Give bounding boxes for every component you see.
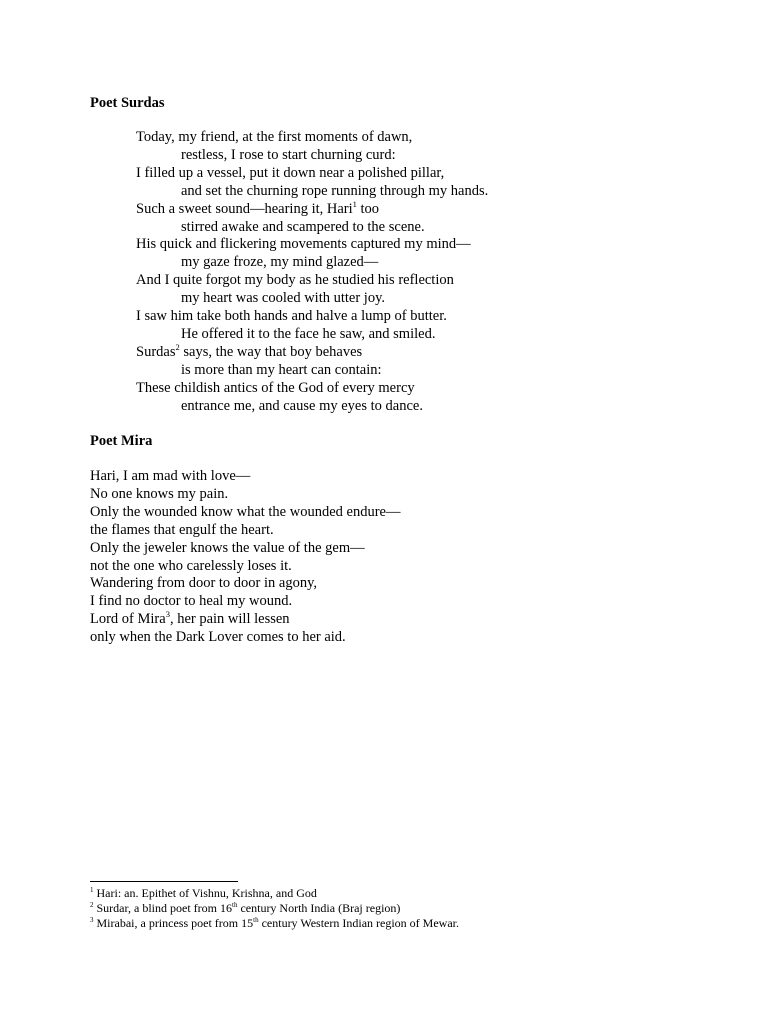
- poem-line-text: Lord of Mira: [90, 611, 166, 628]
- poem-line: Wandering from door to door in agony,: [90, 575, 318, 592]
- ordinal-suffix: th: [253, 916, 259, 924]
- footnote-text: century North India (Braj region): [237, 901, 401, 915]
- poem-line: I filled up a vessel, put it down near a polished pillar,: [136, 164, 445, 181]
- footnote-ref: 1: [352, 198, 357, 209]
- footnote-number: 3: [90, 916, 94, 924]
- poem-line: the flames that engulf the heart.: [90, 521, 274, 538]
- poem-line-text: Such a sweet sound—hearing it, Hari: [136, 200, 353, 217]
- poem-mira: [90, 468, 400, 647]
- footnote-text: century Western Indian region of Mewar.: [258, 916, 459, 930]
- footnote-ref: 2: [175, 341, 180, 352]
- poem-line-text: Surdas: [136, 343, 176, 360]
- poem-line-text: says, the way that boy behaves: [179, 343, 363, 360]
- poem-line: [136, 198, 488, 219]
- section-title-surdas: Poet Surdas: [90, 95, 165, 111]
- poem-line: not the one who carelessly loses it.: [90, 557, 292, 574]
- poem-line: only when the Dark Lover comes to her aid.: [90, 629, 346, 646]
- poem-line: Only the jeweler knows the value of the gem—: [90, 539, 365, 556]
- poem-line: He offered it to the face he saw, and smiled.: [181, 325, 436, 342]
- footnote-2: [90, 901, 459, 916]
- ordinal-suffix: th: [232, 901, 238, 909]
- footnote-number: 2: [90, 901, 94, 909]
- poem-line-text: , her pain will lessen: [169, 611, 290, 628]
- footnote-text: Hari: an. Epithet of Vishnu, Krishna, and God: [96, 886, 317, 900]
- footnote-3: [90, 916, 459, 931]
- poem-surdas: [136, 129, 488, 416]
- footnote-separator: [90, 881, 238, 882]
- footnote-number: 1: [90, 886, 94, 894]
- poem-line: [90, 611, 400, 629]
- poem-line: I saw him take both hands and halve a lump of butter.: [136, 308, 447, 325]
- poem-line: restless, I rose to start churning curd:: [181, 146, 396, 163]
- poem-line-text: too: [356, 200, 380, 217]
- section-title-mira: Poet Mira: [90, 433, 153, 449]
- footnote-text: Mirabai, a princess poet from 15: [96, 916, 254, 930]
- poem-line: Only the wounded know what the wounded endure—: [90, 503, 401, 520]
- footnote-1: [90, 886, 459, 901]
- poem-line: And I quite forgot my body as he studied his reflection: [136, 272, 454, 289]
- poem-line: stirred awake and scampered to the scene.: [181, 218, 425, 235]
- poem-line: entrance me, and cause my eyes to dance.: [181, 397, 423, 414]
- footnotes: [90, 886, 459, 931]
- footnote-text: Surdar, a blind poet from 16: [96, 901, 232, 915]
- poem-line: Today, my friend, at the first moments of dawn,: [136, 129, 413, 145]
- poem-line: Hari, I am mad with love—: [90, 468, 251, 484]
- poem-line: is more than my heart can contain:: [181, 361, 382, 378]
- poem-line: and set the churning rope running through my hands.: [181, 182, 489, 199]
- poem-line: I find no doctor to heal my wound.: [90, 593, 293, 610]
- poem-line: [136, 341, 488, 362]
- poem-line: These childish antics of the God of every mercy: [136, 379, 415, 396]
- poem-line: No one knows my pain.: [90, 485, 229, 502]
- footnote-ref: 3: [165, 609, 170, 620]
- poem-line: my gaze froze, my mind glazed—: [181, 254, 379, 271]
- poem-line: His quick and flickering movements captured my mind—: [136, 236, 471, 253]
- poem-line: my heart was cooled with utter joy.: [181, 290, 386, 307]
